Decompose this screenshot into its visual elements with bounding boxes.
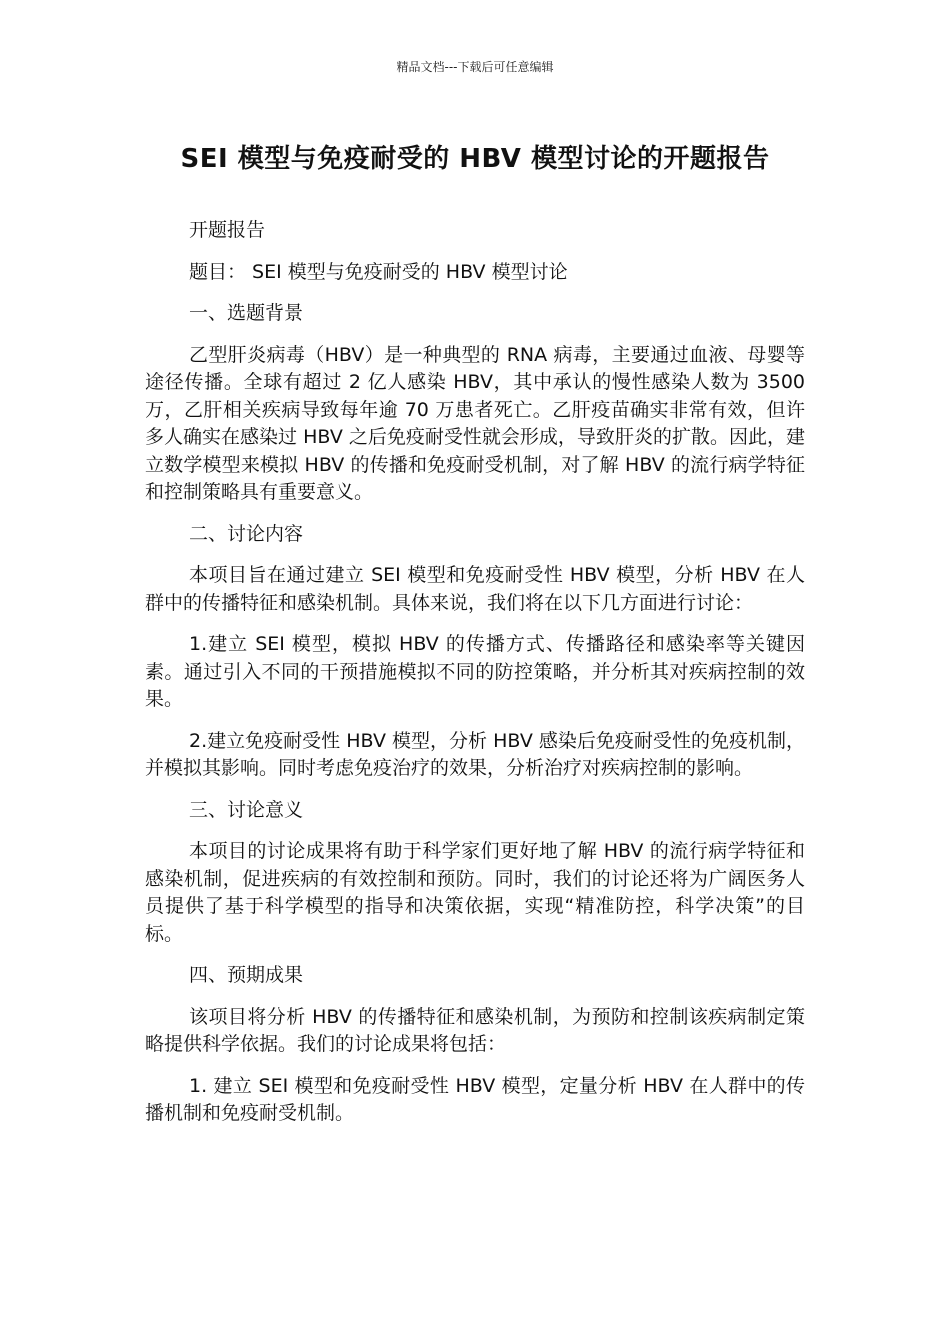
label-topic: 题目： SEI 模型与免疫耐受的 HBV 模型讨论	[189, 260, 568, 283]
section-heading-outcomes: 四、预期成果	[189, 964, 304, 986]
document-body	[145, 217, 805, 1142]
paragraph-outcomes-item-1: 1. 建立 SEI 模型和免疫耐受性 HBV 模型，定量分析 HBV 在人群中的传播机制和免疫耐受机制。	[145, 1074, 805, 1124]
paragraph-background: 乙型肝炎病毒（HBV）是一种典型的 RNA 病毒，主要通过血液、母婴等途径传播。全球有超过 2 亿人感染 HBV，其中承认的慢性感染人数为 3500 万，乙肝相关疾病导致每年逾 70 万患者死亡。乙肝疫苗确实非常有效，但许多人确实在感染过 HBV 之后免疫耐受性就会形成，导致肝炎的扩散。因此，建立数学模型来模拟 HBV 的传播和免疫耐受机制，对了解 HBV 的流行病学特征和控制策略具有重要意义。	[145, 343, 805, 503]
section-heading-background: 一、选题背景	[189, 302, 304, 324]
paragraph-outcomes-intro: 该项目将分析 HBV 的传播特征和感染机制，为预防和控制该疾病制定策略提供科学依据。我们的讨论成果将包括：	[145, 1005, 805, 1055]
label-report: 开题报告	[189, 219, 266, 241]
paragraph-content-item-1: 1.建立 SEI 模型，模拟 HBV 的传播方式、传播路径和感染率等关键因素。通过引入不同的干预措施模拟不同的防控策略，并分析其对疾病控制的效果。	[145, 633, 805, 710]
document-title: SEI 模型与免疫耐受的 HBV 模型讨论的开题报告	[180, 144, 770, 174]
paragraph-content-item-2: 2.建立免疫耐受性 HBV 模型，分析 HBV 感染后免疫耐受性的免疫机制，并模拟其影响。同时考虑免疫治疗的效果，分析治疗对疾病控制的影响。	[145, 729, 805, 779]
paragraph-significance: 本项目的讨论成果将有助于科学家们更好地了解 HBV 的流行病学特征和感染机制，促进疾病的有效控制和预防。同时，我们的讨论还将为广阔医务人员提供了基于科学模型的指导和决策依据，实现“精准防控，科学决策”的目标。	[145, 840, 805, 945]
header-note: 精品文档---下载后可任意编辑	[396, 60, 554, 74]
section-heading-significance: 三、讨论意义	[189, 798, 304, 821]
paragraph-content-intro: 本项目旨在通过建立 SEI 模型和免疫耐受性 HBV 模型，分析 HBV 在人群中的传播特征和感染机制。具体来说，我们将在以下几方面进行讨论：	[145, 564, 805, 614]
section-heading-content: 二、讨论内容	[189, 522, 304, 545]
